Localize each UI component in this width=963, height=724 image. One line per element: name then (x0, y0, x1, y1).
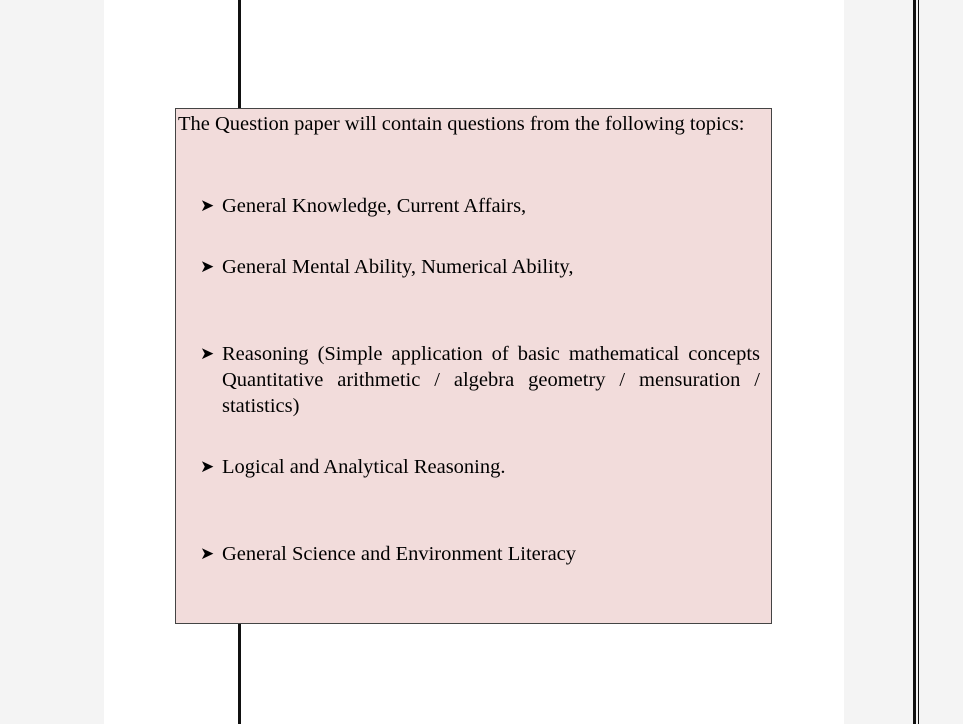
topic-item-logical-reasoning (200, 454, 760, 480)
topic-item-general-science (200, 541, 760, 567)
topic-item-reasoning (200, 341, 760, 419)
topics-intro-text: The Question paper will contain questions from the following topics: (178, 113, 745, 135)
arrow-bullet-icon: ➤ (200, 257, 215, 277)
topic-text: Logical and Analytical Reasoning. (222, 456, 506, 478)
arrow-bullet-icon: ➤ (200, 457, 215, 477)
topic-item-mental-ability (200, 254, 760, 280)
topic-text: General Science and Environment Literacy (222, 543, 577, 565)
topic-item-general-knowledge (200, 193, 760, 219)
topic-text: General Mental Ability, Numerical Ability, (222, 256, 574, 278)
question-topics-box (175, 108, 772, 624)
arrow-bullet-icon: ➤ (200, 344, 215, 364)
arrow-bullet-icon: ➤ (200, 196, 215, 216)
topic-text: Reasoning (Simple application of basic mathematical concepts Quantitative arithmetic / algebra geometry / mensuration / statistics) (222, 343, 760, 417)
topic-text: General Knowledge, Current Affairs, (222, 195, 527, 217)
arrow-bullet-icon: ➤ (200, 544, 215, 564)
